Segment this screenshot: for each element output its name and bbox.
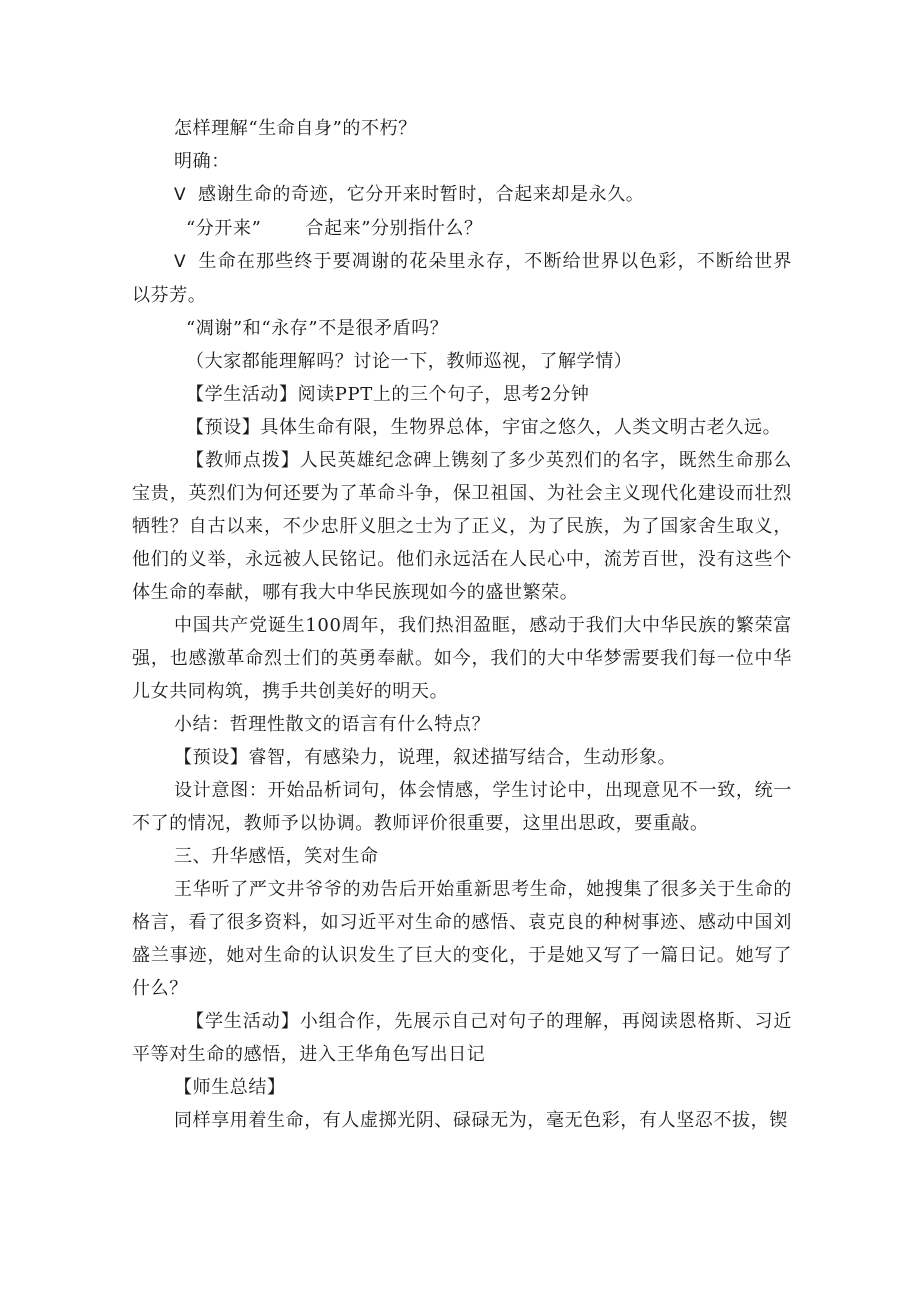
paragraph-question-immortal: 怎样理解“生命自身”的不朽？ (174, 118, 417, 139)
paragraph-party-centenary: 中国共产党诞生100周年，我们热泪盈眶，感动于我们大中华民族的繁荣富强，也感激革命烈士们的英勇奉献。如今，我们的大中华梦需要我们每一位中华儿女共同构筑，携手共创美好的明天。 (132, 615, 792, 702)
paragraph-text: 感谢生命的奇迹，它分开来时暂时，合起来却是永久。 (198, 184, 645, 205)
paragraph-student-activity-1: 【学生活动】阅读PPT上的三个句子，思考2分钟 (186, 384, 590, 405)
paragraph-text-b: 合起来”分别指什么？ (305, 218, 483, 239)
paragraph-teacher-guidance: 【教师点拨】人民英雄纪念碑上镌刻了多少英烈们的名字，既然生命那么宝贵，英烈们为何还要为了革命斗争，保卫祖国、为社会主义现代化建设而壮烈牺牲？自古以来，不少忠肝义胆之士为了正义，为了民族，为了国家舍生取义，他们的义举，永远被人民铭记。他们永远活在人民心中，流芳百世，没有这些个体生命的奉献，哪有我大中华民族现如今的盛世繁荣。 (132, 450, 792, 603)
paragraph-quote-flowers (132, 245, 792, 312)
check-mark-icon: V (174, 185, 187, 205)
paragraph-design-intent: 设计意图：开始品析词句，体会情感，学生讨论中，出现意见不一致，统一不了的情况，教师予以协调。教师评价很重要，这里出思政，要重敲。 (132, 780, 792, 834)
paragraph-text-a: “分开来” (186, 218, 262, 239)
paragraph-final: 同样享用着生命，有人虚掷光阴、碌碌无为，毫无色彩，有人坚忍不拔，锲 (174, 1110, 788, 1131)
paragraph-student-activity-2: 【学生活动】小组合作，先展示自己对句子的理解，再阅读恩格斯、习近平等对生命的感悟，进入王华角色写出日记 (132, 1011, 792, 1065)
paragraph-wanghua: 王华听了严文井爷爷的劝告后开始重新思考生命，她搜集了很多关于生命的格言，看了很多资料，如习近平对生命的感悟、袁克良的种树事迹、感动中国刘盛兰事迹，她对生命的认识发生了巨大的变化，于是她又写了一篇日记。她写了什么？ (132, 879, 792, 999)
check-mark-icon: V (174, 252, 187, 272)
paragraph-text: 生命在那些终于要凋谢的花朵里永存，不断给世界以色彩，不断给世界以芬芳。 (132, 251, 792, 306)
section-heading-three: 三、升华感悟，笑对生命 (174, 846, 379, 867)
document-body (132, 112, 792, 1137)
paragraph-question-split (132, 212, 792, 245)
paragraph-discussion-note: （大家都能理解吗？讨论一下，教师巡视，了解学情） (186, 351, 633, 372)
paragraph-clarify-label: 明确： (174, 151, 230, 172)
paragraph-quote-miracle (132, 178, 792, 212)
paragraph-summary-heading: 【师生总结】 (174, 1077, 286, 1098)
paragraph-preset-1: 【预设】具体生命有限，生物界总体，宇宙之悠久，人类文明古老久远。 (186, 417, 782, 438)
paragraph-preset-2: 【预设】睿智，有感染力，说理，叙述描写结合，生动形象。 (174, 747, 677, 768)
paragraph-question-contradiction: “凋谢”和“永存”不是很矛盾吗？ (186, 318, 449, 339)
paragraph-summary-question: 小结：哲理性散文的语言有什么特点？ (174, 714, 491, 735)
